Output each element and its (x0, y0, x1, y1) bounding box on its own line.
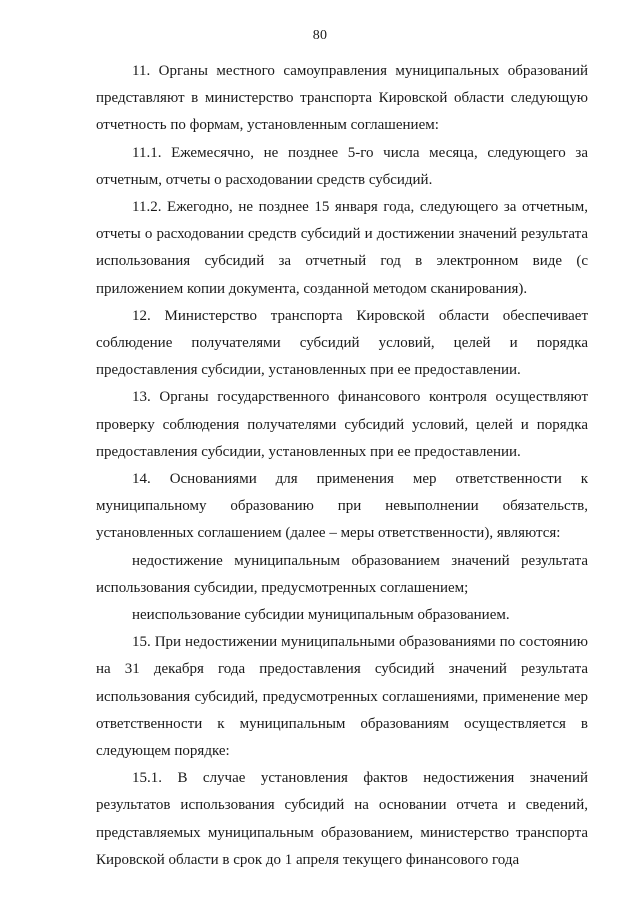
paragraph-15: 15. При недостижении муниципальными образованиями по состоянию на 31 декабря года предоставления субсидий значений результата использования субсидий, предусмотренных соглашениями, применение мер ответственности к муниципальным образованиям осуществляется в следующем порядке: (96, 634, 588, 760)
document-body (96, 58, 588, 874)
paragraph-15-1: 15.1. В случае установления фактов недостижения значений результатов использования субсидий на основании отчета и сведений, представляемых муниципальным образованием, министерство транспорта Кировской области в срок до 1 апреля текущего финансового года (96, 770, 588, 868)
page-number: 80 (312, 28, 328, 43)
paragraph-14-item-2: неиспользование субсидии муниципальным образованием. (132, 607, 510, 624)
paragraph-11-1: 11.1. Ежемесячно, не позднее 5-го числа месяца, следующего за отчетным, отчеты о расходовании средств субсидий. (96, 144, 588, 188)
paragraph-12: 12. Министерство транспорта Кировской области обеспечивает соблюдение получателями субсидий условий, целей и порядка предоставления субсидии, установленных при ее предоставлении. (96, 307, 588, 379)
paragraph-14: 14. Основаниями для применения мер ответственности к муниципальному образованию при невыполнении обязательств, установленных соглашением (далее – меры ответственности), являются: (96, 471, 588, 542)
paragraph-13: 13. Органы государственного финансового контроля осуществляют проверку соблюдения получателями субсидий условий, целей и порядка предоставления субсидии, установленных при ее предоставлении. (96, 389, 588, 460)
paragraph-14-item-1: недостижение муниципальным образованием значений результата использования субсидии, предусмотренных соглашением; (96, 552, 588, 596)
paragraph-11: 11. Органы местного самоуправления муниципальных образований представляют в министерство транспорта Кировской области следующую отчетность по формам, установленным соглашением: (96, 63, 588, 134)
paragraph-11-2: 11.2. Ежегодно, не позднее 15 января года, следующего за отчетным, отчеты о расходовании средств субсидий и достижении значений результата использования субсидий за отчетный год в электронном виде (с приложением копии документа, созданной методом сканирования). (96, 199, 588, 297)
